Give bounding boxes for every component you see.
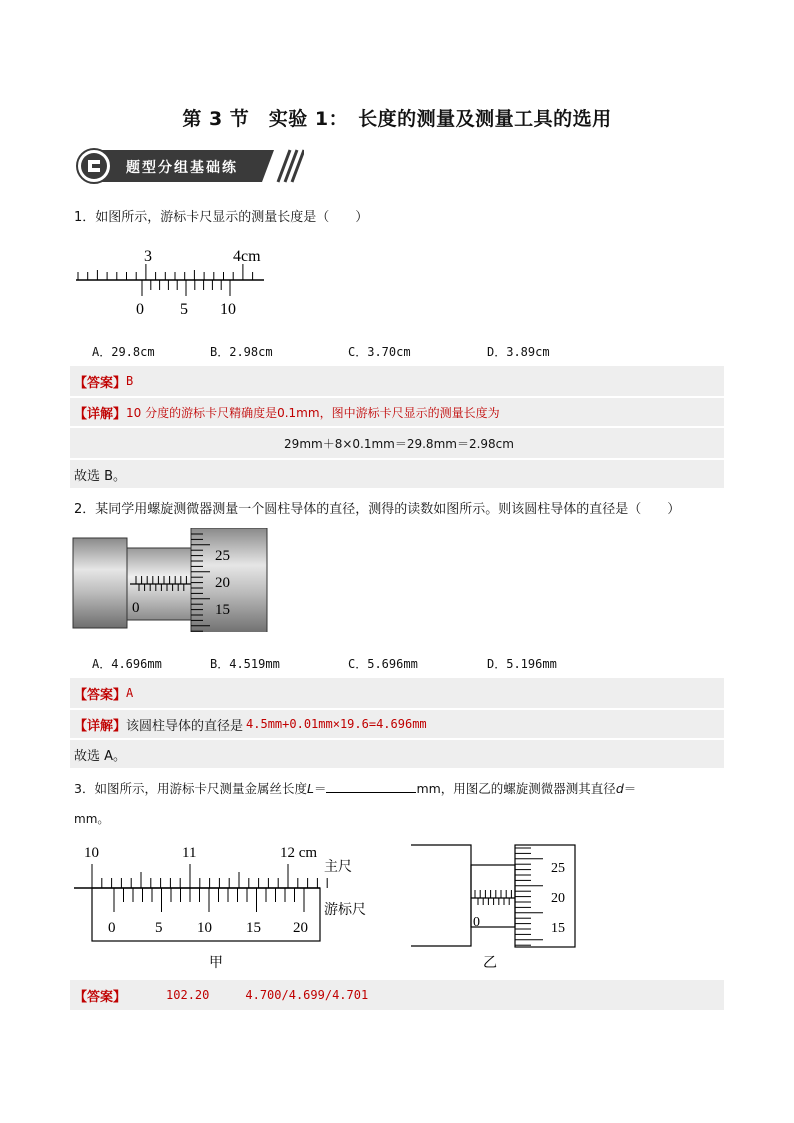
q3-main-scale-name: 主尺	[324, 860, 352, 875]
q3-micrometer-figure-yi	[405, 840, 585, 970]
q3-vernier-label: 15	[246, 920, 261, 936]
q1-option-c[interactable]: C．3.70cm	[348, 345, 411, 359]
q3-vernier-label: 20	[293, 920, 308, 936]
q1-conclusion: 故选 B。	[74, 468, 127, 484]
answer-tag: 【答案】	[74, 375, 127, 391]
q3-var-l: L	[306, 781, 314, 796]
q3-vernier-figure-jia	[70, 840, 370, 970]
q3-main-label: 11	[182, 845, 197, 861]
q2-thimble-label: 25	[215, 548, 230, 564]
q3-vernier-label: 0	[108, 920, 116, 936]
q3-main-label: 10	[84, 845, 99, 861]
q2-thimble-label: 15	[215, 602, 230, 618]
q1-main-label: 4cm	[233, 248, 261, 265]
q3-thimble-label: 15	[551, 921, 565, 936]
q3-stem	[74, 779, 636, 797]
q3-main-label: 12 cm	[280, 845, 318, 861]
answer-tag: 【答案】	[74, 989, 127, 1005]
q2-answer: A	[126, 686, 134, 700]
q3-stem-line2: mm。	[74, 812, 110, 826]
q2-detail-prefix: 该圆柱导体的直径是	[126, 718, 244, 734]
q3-answer-row	[70, 980, 724, 1010]
q2-stem: 2．某同学用螺旋测微器测量一个圆柱导体的直径，测得的读数如图所示。则该圆柱导体的直径是（ ）	[74, 502, 681, 517]
q1-vernier-label: 0	[136, 301, 144, 318]
q1-vernier-figure	[70, 244, 280, 320]
q2-micrometer-figure	[72, 528, 270, 632]
q3-stem-eq2: ＝	[623, 781, 637, 796]
q1-option-b[interactable]: B．2.98cm	[210, 345, 273, 359]
section-banner	[74, 148, 304, 184]
q3-thimble-label: 25	[551, 861, 565, 876]
q3-thimble-label: 20	[551, 891, 565, 906]
detail-tag: 【详解】	[74, 718, 127, 734]
q2-conclusion: 故选 A。	[74, 748, 127, 764]
q3-caption-yi: 乙	[483, 956, 497, 970]
q3-blank-1[interactable]	[326, 781, 416, 793]
q3-caption-jia: 甲	[209, 956, 223, 970]
q2-answer-row	[70, 678, 724, 708]
q2-detail-row	[70, 710, 724, 738]
q3-stem-eq: ＝	[313, 781, 327, 796]
q1-answer: B	[126, 374, 134, 388]
q3-answer-2: 4.700/4.699/4.701	[245, 988, 369, 1002]
q3-vernier-scale-name: 游标尺	[324, 903, 366, 918]
q1-vernier-label: 10	[220, 301, 236, 318]
q3-stem-part1: 3．如图所示，用游标卡尺测量金属丝长度	[74, 781, 307, 796]
q1-answer-row	[70, 366, 724, 396]
q2-option-b[interactable]: B．4.519mm	[210, 657, 280, 671]
q2-thimble-label: 20	[215, 575, 230, 591]
q2-detail-value: 4.5mm+0.01mm×19.6=4.696mm	[246, 717, 427, 731]
q1-main-label: 3	[144, 248, 152, 265]
detail-tag: 【详解】	[74, 406, 127, 422]
q3-vernier-label: 10	[197, 920, 212, 936]
q1-detail-row	[70, 398, 724, 426]
q1-stem: 1．如图所示，游标卡尺显示的测量长度是（ ）	[74, 210, 369, 225]
q3-sleeve-label: 0	[473, 915, 480, 930]
q1-conclusion-row	[70, 460, 724, 488]
q1-formula-row	[70, 428, 724, 458]
page-title: 第 3 节 实验 1： 长度的测量及测量工具的选用	[182, 108, 612, 130]
q1-option-d[interactable]: D．3.89cm	[487, 345, 550, 359]
answer-tag: 【答案】	[74, 687, 127, 703]
q3-var-d: d	[615, 781, 624, 796]
q2-option-c[interactable]: C．5.696mm	[348, 657, 418, 671]
q2-sleeve-label: 0	[132, 600, 140, 616]
q2-option-a[interactable]: A．4.696mm	[92, 657, 162, 671]
q1-detail: 10 分度的游标卡尺精确度是0.1mm，图中游标卡尺显示的测量长度为	[126, 405, 500, 420]
q1-vernier-label: 5	[180, 301, 188, 318]
q1-formula: 29mm＋8×0.1mm＝29.8mm＝2.98cm	[284, 436, 514, 451]
banner-label: 题型分组基础练	[126, 160, 238, 176]
q1-option-a[interactable]: A．29.8cm	[92, 345, 155, 359]
q3-stem-part3: mm，用图乙的螺旋测微器测其直径	[416, 781, 616, 796]
q3-vernier-label: 5	[155, 920, 163, 936]
q3-answer-1: 102.20	[166, 988, 210, 1002]
q2-conclusion-row	[70, 740, 724, 768]
q2-option-d[interactable]: D．5.196mm	[487, 657, 557, 671]
